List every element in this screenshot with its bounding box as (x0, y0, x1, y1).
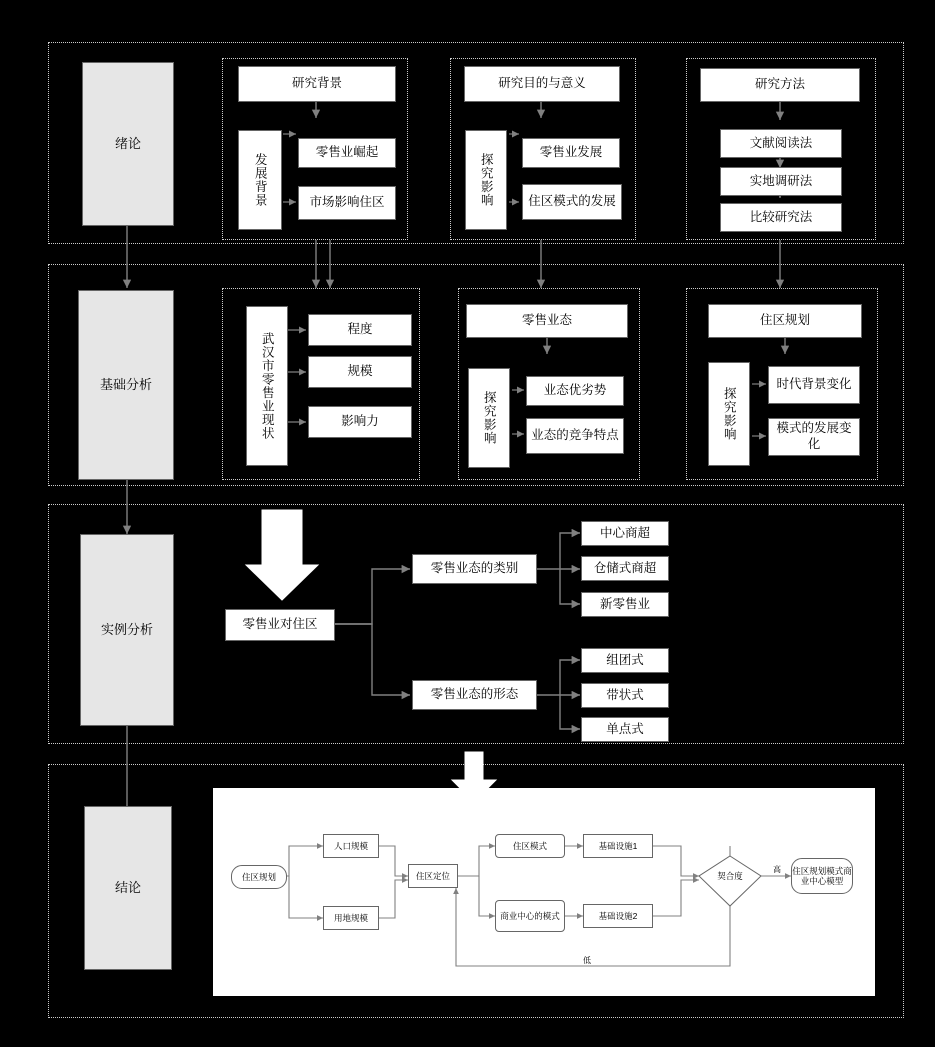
conclusion-flowchart-panel (213, 788, 875, 996)
flow-node-population-scale[interactable]: 人口规模 (323, 834, 379, 858)
box-wuhan-retail-status[interactable]: 武汉市零售业现状 (246, 306, 288, 466)
stage-box-introduction[interactable] (82, 62, 174, 226)
svg-text:低: 低 (583, 956, 591, 965)
box-era-background-change[interactable]: 时代背景变化 (768, 366, 860, 404)
box-research-purpose[interactable]: 研究目的与意义 (464, 66, 620, 102)
flow-node-infrastructure-2[interactable]: 基础设施2 (583, 904, 653, 928)
box-residential-planning[interactable]: 住区规划 (708, 304, 862, 338)
box-comparative-study[interactable]: 比较研究法 (720, 203, 842, 232)
box-explore-impact-1[interactable]: 探究影响 (465, 130, 507, 230)
stage-label: 结论 (114, 879, 141, 895)
box-retail-to-community[interactable]: 零售业对住区 (225, 609, 335, 641)
box-field-research[interactable]: 实地调研法 (720, 167, 842, 196)
conclusion-flow-lines (213, 788, 875, 996)
box-strip-form[interactable]: 带状式 (581, 683, 669, 708)
box-research-method[interactable]: 研究方法 (700, 68, 860, 102)
flow-node-community-position[interactable]: 住区定位 (408, 864, 458, 888)
stage-box-basic-analysis[interactable] (78, 290, 174, 480)
box-research-background[interactable]: 研究背景 (238, 66, 396, 102)
box-retail-development[interactable]: 零售业发展 (522, 138, 620, 168)
flow-node-land-scale[interactable]: 用地规模 (323, 906, 379, 930)
box-market-impact-community[interactable]: 市场影响住区 (298, 186, 396, 220)
box-influence[interactable]: 影响力 (308, 406, 412, 438)
flow-node-community-mode[interactable]: 住区模式 (495, 834, 565, 858)
box-central-supermarket[interactable]: 中心商超 (581, 521, 669, 546)
flow-node-result-model[interactable]: 住区规划模式商业中心模型 (791, 858, 853, 894)
box-explore-impact-3[interactable]: 探究影响 (708, 362, 750, 466)
svg-text:高: 高 (773, 865, 781, 874)
stage-label: 基础分析 (99, 376, 152, 392)
box-community-mode-development[interactable]: 住区模式的发展 (522, 184, 622, 220)
box-degree[interactable]: 程度 (308, 314, 412, 346)
box-format-competition[interactable]: 业态的竞争特点 (526, 418, 624, 454)
box-warehouse-supermarket[interactable]: 仓储式商超 (581, 556, 669, 581)
box-mode-development-change[interactable]: 模式的发展变化 (768, 418, 860, 456)
stage-label: 绪论 (114, 135, 141, 151)
box-explore-impact-2[interactable]: 探究影响 (468, 368, 510, 468)
flow-node-commercial-center-mode[interactable]: 商业中心的模式 (495, 900, 565, 932)
box-retail-format-category[interactable]: 零售业态的类别 (412, 554, 537, 584)
flow-node-residential-planning[interactable]: 住区规划 (231, 865, 287, 889)
box-retail-format-form[interactable]: 零售业态的形态 (412, 680, 537, 710)
box-development-background[interactable]: 发展背景 (238, 130, 282, 230)
box-new-retail[interactable]: 新零售业 (581, 592, 669, 617)
box-format-advantages[interactable]: 业态优劣势 (526, 376, 624, 406)
box-single-point-form[interactable]: 单点式 (581, 717, 669, 742)
box-literature-review[interactable]: 文献阅读法 (720, 129, 842, 158)
flow-node-infrastructure-1[interactable]: 基础设施1 (583, 834, 653, 858)
box-cluster-form[interactable]: 组团式 (581, 648, 669, 673)
box-scale[interactable]: 规模 (308, 356, 412, 388)
box-retail-format[interactable]: 零售业态 (466, 304, 628, 338)
stage-box-conclusion[interactable] (84, 806, 172, 970)
svg-text:契合度: 契合度 (717, 871, 743, 881)
box-retail-rise[interactable]: 零售业崛起 (298, 138, 396, 168)
stage-label: 实例分析 (100, 621, 153, 637)
stage-box-case-analysis[interactable] (80, 534, 174, 726)
